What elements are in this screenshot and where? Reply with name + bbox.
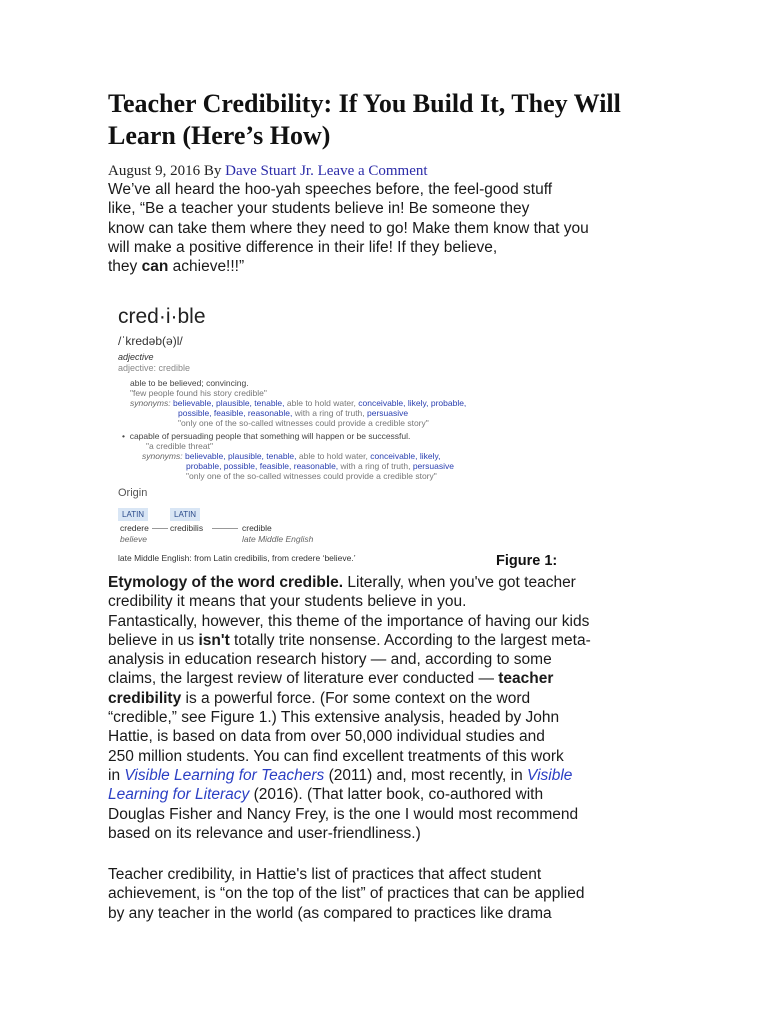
text-line: Teacher credibility, in Hattie's list of practices that affect student (108, 866, 542, 883)
figure-synonyms-2a (142, 451, 441, 461)
figure-synonyms-2b (186, 461, 454, 471)
synonym-run: with a ring of truth, (338, 461, 413, 471)
text-line: will make a positive difference in their life! If they believe, (108, 238, 498, 256)
text-run: they (108, 258, 142, 276)
text-line: Fantastically, however, this theme of the importance of having our kids (108, 612, 590, 630)
text-run: achieve!!!” (168, 258, 245, 276)
figure-gloss-believe: believe (120, 534, 147, 544)
post-date: August 9, 2016 (108, 163, 201, 179)
synonym-run: conceivable, likely, probable, (358, 398, 467, 408)
text-line: by any teacher in the world (as compared to practices like drama (108, 904, 552, 922)
text-line (108, 689, 648, 708)
figure-example-1: "few people found his story credible" (130, 388, 267, 398)
figure-part-of-speech: adjective (118, 352, 154, 362)
synonym-run: believable, plausible, tenable, (185, 451, 297, 461)
body-paragraph (108, 865, 648, 923)
text-line: analysis in education research history — and, according to some (108, 651, 552, 669)
text-line: Douglas Fisher and Nancy Frey, is the one I would most recommend (108, 805, 579, 823)
visible-learning-literacy-link[interactable]: Visible (527, 766, 573, 784)
text-run: in (108, 766, 125, 784)
author-link[interactable]: Dave Stuart Jr. (225, 163, 314, 179)
figure-definition-1: able to be believed; convincing. (130, 378, 249, 388)
article-meta (108, 162, 428, 180)
text-line (108, 669, 648, 688)
figure-headword: cred·i·ble (118, 305, 206, 328)
leave-comment-link[interactable]: Leave a Comment (317, 163, 428, 179)
emphasis-credibility: credibility (108, 689, 182, 707)
visible-learning-teachers-link[interactable]: Visible Learning for Teachers (124, 766, 325, 784)
figure-caption: Figure 1: (496, 553, 558, 569)
figure-arrow (152, 528, 168, 529)
synonym-run: able to hold water, (284, 398, 359, 408)
synonyms-label: synonyms: (142, 451, 183, 461)
text-line (108, 573, 648, 592)
figure-latin-tag: LATIN (118, 508, 148, 521)
synonym-run: conceivable, likely, (370, 451, 441, 461)
synonym-run: persuasive (367, 408, 409, 418)
text-line: We’ve all heard the hoo-yah speeches before, the feel-good stuff (108, 181, 553, 198)
text-line: based on its relevance and user-friendliness.) (108, 824, 421, 842)
article-title: Teacher Credibility: If You Build It, They Will Learn (Here’s How) (108, 89, 621, 150)
text-line: “credible,” see Figure 1.) This extensive analysis, headed by John (108, 709, 560, 727)
figure-latin-tag: LATIN (170, 508, 200, 521)
synonym-run: with a ring of truth, (292, 408, 368, 418)
text-line: 250 million students. You can find excellent treatments of this work (108, 747, 564, 765)
text-run: (2016). (That latter book, co-authored with (249, 786, 544, 804)
emphasis-isnt: isn't (198, 631, 230, 649)
text-line (108, 631, 648, 650)
synonym-run: probable, possible, feasible, reasonable, (186, 461, 339, 471)
figure-quote-1: "only one of the so-called witnesses could provide a credible story" (178, 418, 429, 428)
intro-paragraph (108, 180, 648, 276)
definition-text: capable of persuading people that something will happen or be successful. (129, 431, 411, 441)
text-run: believe in us (108, 631, 199, 649)
figure-pronunciation: /ˈkredəb(ə)l/ (118, 334, 183, 348)
figure-root-credibilis: credibilis (170, 523, 204, 533)
body-paragraph (108, 573, 648, 843)
text-line: know can take them where they need to go! Make them know that you (108, 219, 589, 237)
by-label: By (203, 163, 222, 179)
text-line (108, 257, 648, 276)
figure-root-credible: credible (242, 523, 272, 533)
caption-bold: Etymology of the word credible. (108, 574, 344, 591)
text-line: like, “Be a teacher your students believe in! Be someone they (108, 200, 530, 218)
figure-origin-heading: Origin (118, 487, 148, 499)
figure-etymology-text: late Middle English: from Latin credibilis, from credere ‘believe.’ (118, 553, 356, 563)
text-line: Hattie, is based on data from over 50,000 individual studies and (108, 728, 545, 746)
synonyms-label: synonyms: (130, 398, 171, 408)
synonym-run: possible, feasible, reasonable, (178, 408, 293, 418)
figure-gloss-middle-english: late Middle English (242, 534, 314, 544)
figure-synonyms-1b (178, 408, 408, 418)
text-run: claims, the largest review of literature ever conducted — (108, 670, 499, 688)
dictionary-figure (118, 305, 498, 565)
text-run: (2011) and, most recently, in (324, 766, 528, 784)
figure-root-credere: credere (120, 523, 149, 533)
figure-example-2: "a credible threat" (146, 441, 213, 451)
text-run: is a powerful force. (For some context on the word (181, 689, 531, 707)
synonym-run: believable, plausible, tenable, (173, 398, 285, 408)
synonym-run: able to hold water, (296, 451, 371, 461)
emphasis-teacher: teacher (498, 670, 554, 688)
text-line: credibility it means that your students believe in you. (108, 593, 467, 611)
text-line: achievement, is “on the top of the list” of practices that can be applied (108, 885, 585, 903)
figure-adjective-form: adjective: credible (118, 363, 191, 373)
figure-quote-2: "only one of the so-called witnesses could provide a credible story" (186, 471, 437, 481)
figure-arrow (212, 528, 238, 529)
figure-definition-2: • capable of persuading people that something will happen or be successful. (122, 431, 411, 441)
emphasis-can: can (141, 258, 169, 276)
synonym-run: persuasive (412, 461, 454, 471)
visible-learning-literacy-link-cont[interactable]: Learning for Literacy (108, 786, 250, 804)
text-line (108, 785, 648, 804)
text-run: Literally, when you've got teacher (343, 574, 576, 591)
text-line (108, 766, 648, 785)
text-run: totally trite nonsense. According to the largest meta- (229, 631, 591, 649)
figure-synonyms-1a (130, 398, 466, 408)
